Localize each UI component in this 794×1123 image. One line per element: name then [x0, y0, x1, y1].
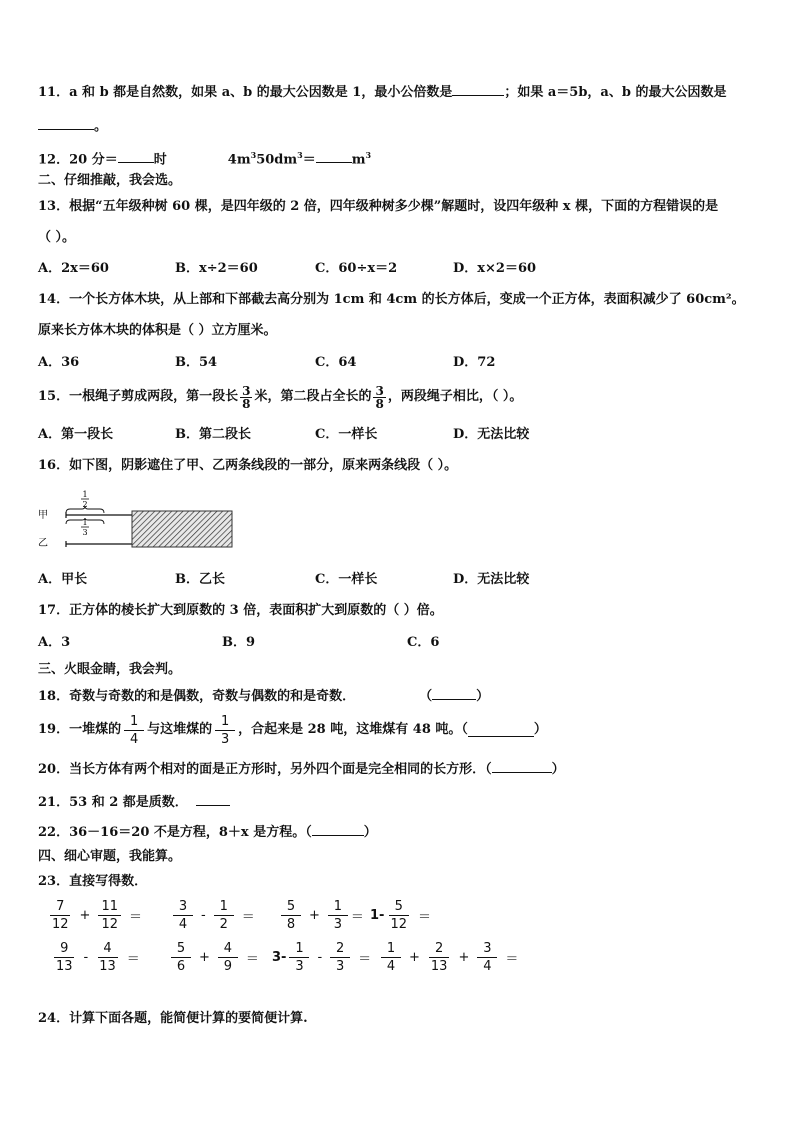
q15-option-a[interactable]: A．第一段长 — [38, 427, 114, 442]
q14-line2: 原来长方体木块的体积是（ ）立方厘米。 — [38, 323, 277, 338]
calc-item: 1- 5 12 ＝ — [370, 899, 432, 932]
frac-bot-num: 1 — [82, 518, 88, 527]
q20-line: 20．当长方体有两个相对的面是正方形时，另外四个面是完全相同的长方形．（ ） — [38, 759, 565, 779]
q15-line: 15．一根绳子剪成两段，第一段长 $\frac{3}{8}$ 米，第二段占全长的 $\frac{3}{8}$ ，两段绳子相比，（ ）。 — [38, 383, 523, 411]
q13-line1: 13．根据“五年级种树 60 棵，是四年级的 2 倍，四年级种树多少棵”解题时，设四年级种 x 棵，下面的方程错误的是 — [38, 199, 719, 214]
calc-item: 1 4 + $\frac{2}{13}$ + $\frac{3}{4}$ ＝ — [378, 940, 523, 975]
q16-option-d[interactable]: D．无法比较 — [453, 572, 530, 587]
q14-option-c[interactable]: C．64 — [315, 355, 357, 370]
q16-option-a[interactable]: A．甲长 — [38, 572, 88, 587]
q18-line: 18．奇数与奇数的和是偶数，奇数与偶数的和是奇数． （ ） — [38, 686, 489, 706]
shaded-cover — [132, 511, 232, 547]
q16-figure — [36, 488, 236, 550]
q13-option-a[interactable]: A．2x＝60 — [38, 261, 109, 276]
calc-item: 3 4 - 1 2 ＝ — [170, 898, 260, 933]
section-heading-4: 四、细心审题，我能算。 — [38, 849, 182, 864]
answer-blank[interactable] — [38, 116, 94, 130]
judge-blank[interactable] — [196, 792, 230, 806]
calc-item: 9 13 - 4 13 ＝ — [56, 941, 140, 974]
q17-option-b[interactable]: B．9 — [222, 635, 256, 650]
q15-option-d[interactable]: D．无法比较 — [453, 427, 530, 442]
calc-item: 3- 1 3 - 2 3 ＝ — [272, 941, 372, 974]
q13-option-b[interactable]: B．x÷2＝60 — [175, 261, 258, 276]
q16-line: 16．如下图，阴影遮住了甲、乙两条线段的一部分，原来两条线段（ ）。 — [38, 458, 458, 473]
frac-top-den: 2 — [82, 500, 88, 509]
frac-bot-den: 3 — [82, 528, 88, 537]
q13-option-c[interactable]: C．60÷x＝2 — [315, 261, 398, 276]
judge-blank[interactable] — [312, 822, 364, 836]
q13-line2: （ ）。 — [38, 230, 76, 245]
judge-blank[interactable] — [468, 723, 534, 737]
judge-blank[interactable] — [432, 686, 476, 700]
q17-option-a[interactable]: A．3 — [38, 635, 71, 650]
label-yi: 乙 — [38, 538, 48, 549]
judge-blank[interactable] — [492, 759, 552, 773]
segment-diagram — [36, 488, 236, 550]
q15-option-c[interactable]: C．一样长 — [315, 427, 378, 442]
q16-option-b[interactable]: B．乙长 — [175, 572, 225, 587]
fraction: 1 4 — [124, 713, 144, 748]
section-heading-3: 三、火眼金睛，我会判。 — [38, 662, 182, 677]
q22-line: 22．36－16＝20 不是方程，8＋x 是方程。（ ） — [38, 822, 377, 842]
q21-line: 21．53 和 2 都是质数． — [38, 792, 230, 812]
q23-title: 23．直接写得数． — [38, 874, 148, 889]
section-heading-2: 二、仔细推敲，我会选。 — [38, 173, 182, 188]
q17-line: 17．正方体的棱长扩大到原数的 3 倍，表面积扩大到原数的（ ）倍。 — [38, 603, 443, 618]
q16-option-c[interactable]: C．一样长 — [315, 572, 378, 587]
fraction: 1 3 — [215, 713, 235, 748]
q19-line: 19．一堆煤的 1 4 与这堆煤的 1 3 ，合起来是 28 吨，这堆煤有 48 吨。（ ） — [38, 713, 547, 747]
q14-option-d[interactable]: D．72 — [453, 355, 496, 370]
fraction: $\frac{3}{8}$ — [375, 383, 384, 411]
q17-option-c[interactable]: C．6 — [407, 635, 440, 650]
answer-blank[interactable] — [118, 149, 154, 163]
q24-line: 24．计算下面各题，能简便计算的要简便计算. — [38, 1011, 308, 1026]
q14-option-b[interactable]: B．54 — [175, 355, 218, 370]
frac-top-num: 1 — [82, 490, 88, 499]
q15-option-b[interactable]: B．第二段长 — [175, 427, 251, 442]
q11-line2: 。 — [38, 116, 107, 136]
fraction: $\frac{3}{8}$ — [242, 383, 251, 411]
q12-line: 12．20 分＝ 时 $4m^350dm^3= m^3$ — [38, 150, 372, 168]
q13-option-d[interactable]: D．x×2＝60 — [453, 261, 537, 276]
calc-item: 5 8 + $\frac{1}{3}$ ＝ — [278, 898, 369, 933]
q11-line1: 11．a 和 b 都是自然数，如果 a、b 的最大公因数是 1，最小公倍数是 ；如果 a＝5b，a、b 的最大公因数是 — [38, 82, 726, 102]
calc-item: 7 12 + $\frac{11}{12}$ ＝ — [52, 899, 143, 932]
calc-item: 5 6 + $\frac{4}{9}$ ＝ — [168, 940, 264, 975]
q14-option-a[interactable]: A．36 — [38, 355, 80, 370]
answer-blank[interactable] — [316, 149, 352, 163]
label-jia: 甲 — [38, 510, 48, 521]
answer-blank[interactable] — [452, 82, 504, 96]
q14-line1: 14．一个长方体木块，从上部和下部截去高分别为 1cm 和 4cm 的长方体后，变成一个正方体，表面积减少了 60cm²。 — [38, 292, 745, 307]
